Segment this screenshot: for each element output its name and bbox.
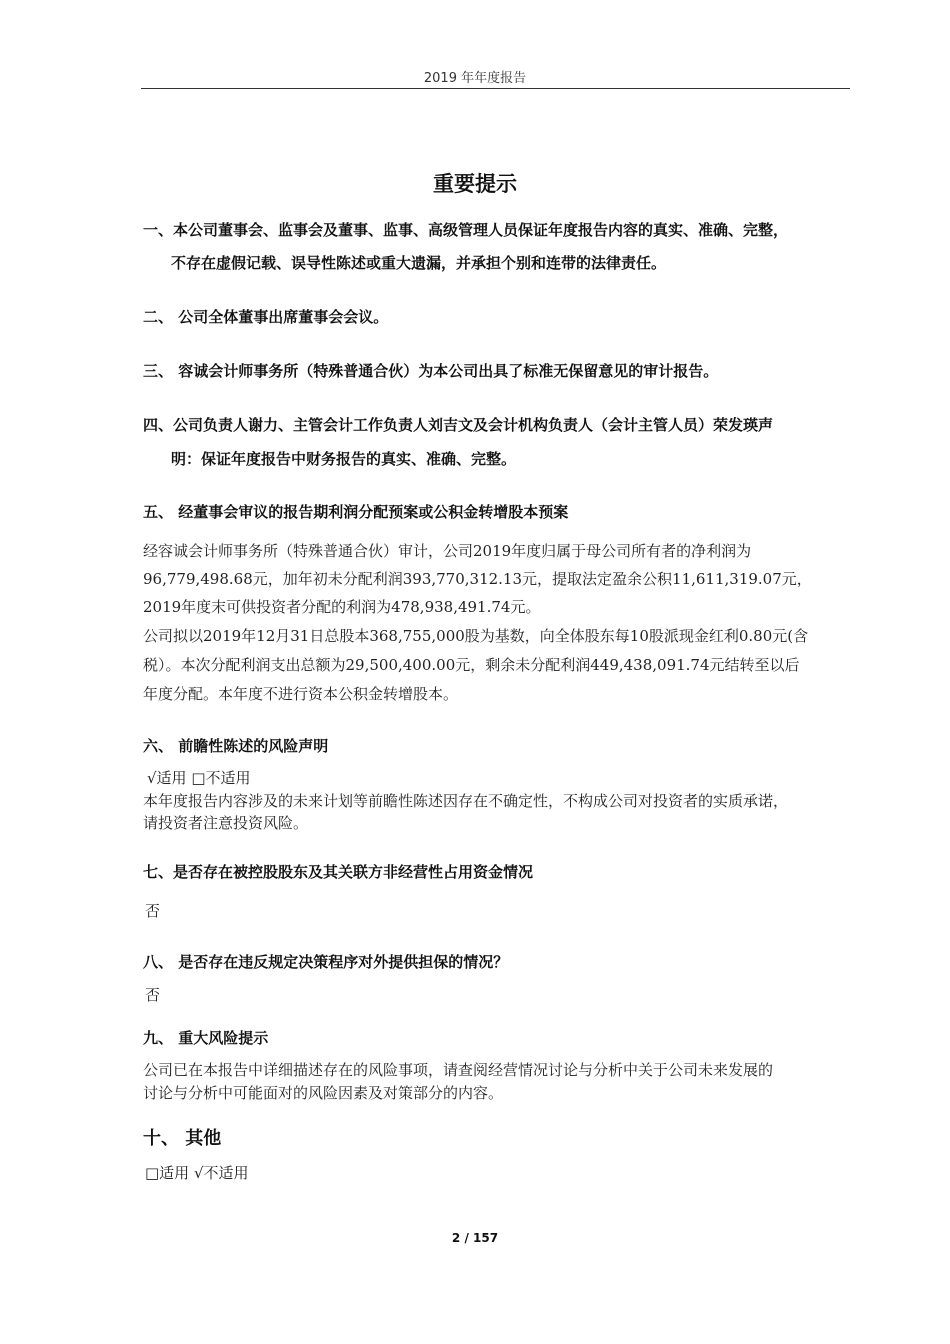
section-5-para-3: 2019年度末可供投资者分配的利润为478,938,491.74元。	[143, 598, 541, 616]
running-header: 2019 年年度报告	[423, 71, 527, 86]
section-7-heading: 七、是否存在被控股股东及其关联方非经营性占用资金情况	[143, 863, 534, 881]
section-6-heading: 六、 前瞻性陈述的风险声明	[143, 737, 329, 755]
section-4-line-2: 明：保证年度报告中财务报告的真实、准确、完整。	[171, 450, 517, 468]
section-9-heading: 九、 重大风险提示	[143, 1029, 269, 1047]
section-5-para-2: 96,779,498.68元，加年初未分配利润393,770,312.13元，提取法定盈余公积11,611,319.07元，	[143, 570, 812, 588]
section-6-para-2: 请投资者注意投资风险。	[143, 814, 309, 832]
header-rule	[141, 88, 850, 89]
section-8-heading: 八、 是否存在违反规定决策程序对外提供担保的情况？	[143, 953, 509, 971]
section-10-applicability: □适用 √不适用	[145, 1164, 249, 1182]
section-1-line-1: 一、本公司董事会、监事会及董事、监事、高级管理人员保证年度报告内容的真实、准确、完整，	[143, 221, 789, 239]
page-number: 2 / 157	[451, 1231, 499, 1245]
section-5-para-6: 年度分配。本年度不进行资本公积金转增股本。	[143, 685, 459, 703]
section-1-line-2: 不存在虚假记载、误导性陈述或重大遗漏，并承担个别和连带的法律责任。	[171, 254, 667, 272]
page-title: 重要提示	[433, 172, 517, 196]
section-10-heading: 十、 其他	[143, 1128, 222, 1149]
section-5-heading: 五、 经董事会审议的报告期利润分配预案或公积金转增股本预案	[143, 503, 569, 521]
section-7-answer: 否	[145, 902, 161, 920]
section-8-answer: 否	[145, 986, 161, 1004]
section-3: 三、 容诚会计师事务所（特殊普通合伙）为本公司出具了标准无保留意见的审计报告。	[143, 362, 719, 380]
section-4-line-1: 四、公司负责人谢力、主管会计工作负责人刘吉文及会计机构负责人（会计主管人员）荣发瑛声	[143, 416, 774, 434]
section-6-para-1: 本年度报告内容涉及的未来计划等前瞻性陈述因存在不确定性，不构成公司对投资者的实质承诺，	[143, 792, 789, 810]
section-9-para-1: 公司已在本报告中详细描述存在的风险事项，请查阅经营情况讨论与分析中关于公司未来发展的	[143, 1061, 774, 1079]
section-5-para-1: 经容诚会计师事务所（特殊普通合伙）审计，公司2019年度归属于母公司所有者的净利润为	[143, 542, 752, 560]
section-2: 二、 公司全体董事出席董事会会议。	[143, 308, 389, 326]
section-9-para-2: 讨论与分析中可能面对的风险因素及对策部分的内容。	[143, 1084, 504, 1102]
section-6-applicability: √适用 □不适用	[147, 769, 251, 787]
section-5-para-4: 公司拟以2019年12月31日总股本368,755,000股为基数，向全体股东每10股派现金红利0.80元(含	[143, 627, 809, 645]
section-5-para-5: 税）。本次分配利润支出总额为29,500,400.00元，剩余未分配利润449,438,091.74元结转至以后	[143, 656, 800, 674]
